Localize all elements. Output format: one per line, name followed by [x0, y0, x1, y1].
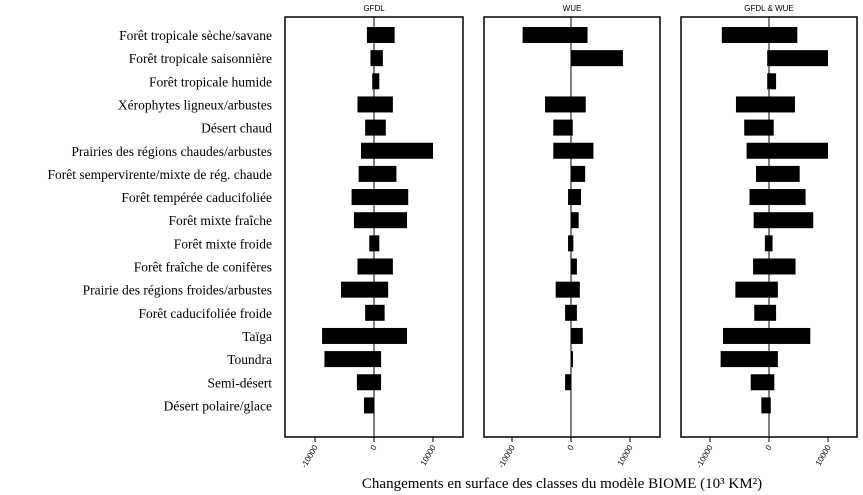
bar [361, 143, 433, 159]
bar [723, 328, 810, 344]
category-label: Forêt caducifoliée froide [138, 305, 272, 321]
bar [571, 212, 579, 228]
bar [765, 235, 773, 251]
bar [747, 143, 828, 159]
bar [751, 374, 775, 390]
bar [736, 96, 795, 112]
bar [571, 50, 623, 66]
category-label: Taïga [242, 328, 272, 344]
bar [341, 282, 388, 298]
bar [357, 374, 381, 390]
category-label: Forêt fraîche de conifères [133, 259, 272, 275]
bar [568, 189, 581, 205]
bar [565, 374, 571, 390]
category-label: Forêt tempérée caducifoliée [121, 190, 272, 206]
category-label: Désert chaud [201, 120, 272, 136]
bar [568, 235, 573, 251]
bar [357, 96, 392, 112]
bar [372, 73, 379, 89]
bar [367, 27, 395, 43]
category-label: Désert polaire/glace [163, 398, 272, 414]
bar [565, 305, 577, 321]
category-label: Prairies des régions chaudes/arbustes [71, 143, 272, 159]
bar [553, 120, 572, 136]
bar [523, 27, 588, 43]
panel-1 [285, 4, 463, 470]
tick-label: 0 [565, 443, 576, 452]
category-label: Forêt tropicale saisonnière [128, 51, 272, 67]
chart-panels [285, 4, 857, 470]
tick-label: 10000 [418, 443, 438, 468]
category-label: Forêt mixte froide [173, 236, 272, 252]
panel-title: GFDL & WUE [744, 4, 794, 13]
tick-label: -10000 [496, 443, 517, 470]
bar [722, 27, 798, 43]
bar [754, 212, 814, 228]
bar [735, 282, 777, 298]
bar [571, 351, 573, 367]
tick-label: -10000 [299, 443, 320, 470]
category-label: Semi-désert [207, 375, 272, 391]
bar [753, 259, 795, 275]
panel-title: GFDL [363, 4, 385, 13]
bar [352, 189, 409, 205]
bar [364, 397, 374, 413]
bar [322, 328, 407, 344]
category-label: Forêt tropicale sèche/savane [119, 28, 272, 43]
category-label: Forêt tropicale humide [149, 74, 272, 90]
bar [545, 96, 586, 112]
tick-label: 0 [368, 443, 379, 452]
panel-3 [681, 4, 857, 470]
bar [324, 351, 381, 367]
bar [754, 305, 776, 321]
bar [571, 328, 583, 344]
bar [750, 189, 806, 205]
bar [744, 120, 774, 136]
bar [369, 235, 379, 251]
bar [357, 259, 392, 275]
category-label: Toundra [227, 352, 272, 368]
tick-label: -10000 [694, 443, 715, 470]
bar [553, 143, 593, 159]
x-axis-label: Changements en surface des classes du modèle BIOME (10³ KM²) [361, 476, 763, 492]
bar [571, 259, 577, 275]
category-labels [47, 28, 272, 413]
bar [761, 397, 770, 413]
bar [365, 305, 384, 321]
category-label: Forêt sempervirente/mixte de rég. chaude [47, 166, 272, 182]
bar [756, 166, 800, 182]
panel-2 [484, 4, 660, 470]
bar [359, 166, 397, 182]
bar [767, 50, 828, 66]
bar [721, 351, 778, 367]
bar [767, 73, 776, 89]
tick-label: 0 [763, 443, 774, 452]
bar [354, 212, 407, 228]
bar [556, 282, 580, 298]
tick-label: 10000 [813, 443, 833, 468]
category-label: Prairie des régions froides/arbustes [82, 282, 272, 298]
bar [571, 166, 585, 182]
category-label: Xérophytes ligneux/arbustes [117, 97, 272, 113]
bar [370, 50, 382, 66]
panel-title: WUE [562, 4, 582, 13]
tick-label: 10000 [615, 443, 635, 468]
bar [365, 120, 386, 136]
category-label: Forêt mixte fraîche [168, 213, 272, 229]
